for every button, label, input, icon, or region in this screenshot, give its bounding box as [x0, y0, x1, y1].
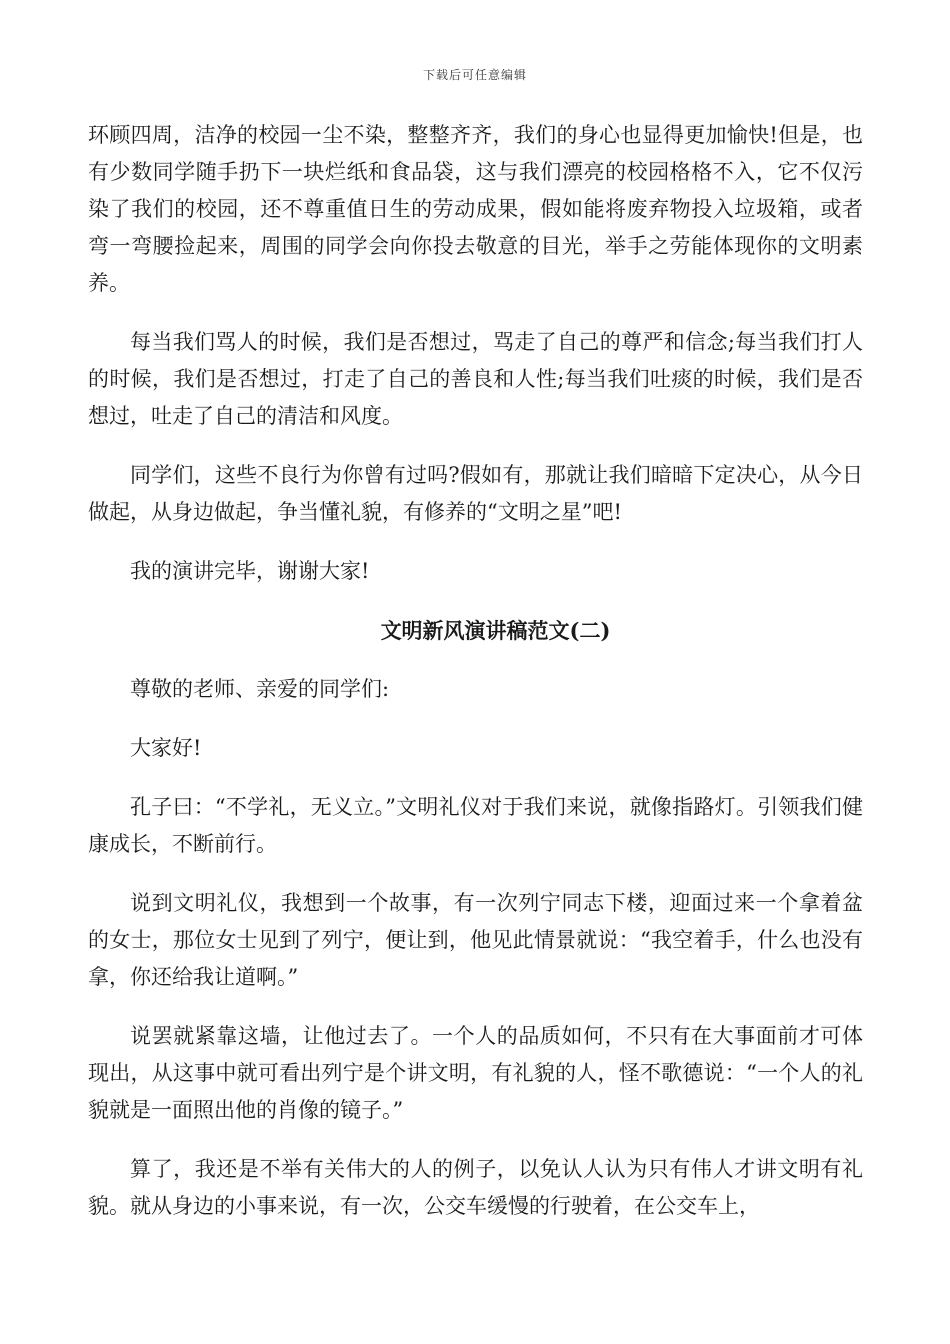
paragraph: 大家好!	[130, 736, 202, 760]
page-header-note: 下载后可任意编辑	[422, 68, 527, 82]
paragraph: 算了，我还是不举有关伟大的人的例子，以免认人认为只有伟人才讲文明有礼貌。就从身边的小事来说，有一次，公交车缓慢的行驶着，在公交车上，	[88, 1157, 863, 1218]
paragraph: 同学们，这些不良行为你曾有过吗?假如有，那就让我们暗暗下定决心，从今日做起，从身边做起，争当懂礼貌，有修养的“文明之星”吧!	[88, 463, 863, 524]
paragraph: 我的演讲完毕，谢谢大家!	[130, 559, 370, 583]
paragraph: 孔子曰：“不学礼，无义立。”文明礼仪对于我们来说，就像指路灯。引领我们健康成长，不断前行。	[88, 795, 863, 856]
paragraph: 每当我们骂人的时候，我们是否想过，骂走了自己的尊严和信念;每当我们打人的时候，我们是否想过，打走了自己的善良和人性;每当我们吐痰的时候，我们是否想过，吐走了自己的清洁和风度。	[88, 330, 863, 428]
paragraph: 说罢就紧靠这墙，让他过去了。一个人的品质如何，不只有在大事面前才可体现出，从这事中就可看出列宁是个讲文明，有礼貌的人，怪不歌德说：“一个人的礼貌就是一面照出他的肖像的镜子。”	[88, 1024, 863, 1122]
paragraph: 尊敬的老师、亲爱的同学们:	[130, 677, 390, 701]
paragraph: 环顾四周，洁净的校园一尘不染，整整齐齐，我们的身心也显得更加愉快!但是，也有少数同学随手扔下一块烂纸和食品袋，这与我们漂亮的校园格格不入，它不仅污染了我们的校园，还不尊重值日生的劳动成果，假如能将废弃物投入垃圾箱，或者弯一弯腰捡起来，周围的同学会向你投去敬意的目光，举手之劳能体现你的文明素养。	[88, 123, 863, 295]
section-title: 文明新风演讲稿范文(二)	[380, 618, 611, 643]
document-body	[88, 117, 863, 1247]
paragraph: 说到文明礼仪，我想到一个故事，有一次列宁同志下楼，迎面过来一个拿着盆的女士，那位女士见到了列宁，便让到，他见此情景就说：“我空着手，什么也没有拿，你还给我让道啊。”	[88, 891, 863, 989]
